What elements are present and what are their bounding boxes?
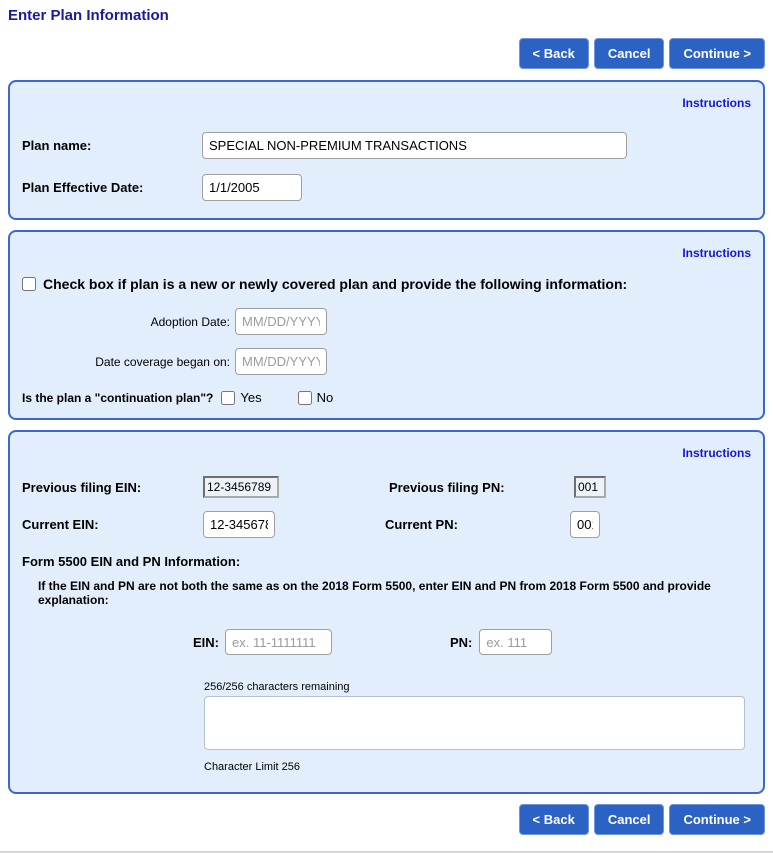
no-label: No — [316, 390, 334, 405]
back-button[interactable]: < Back — [519, 38, 589, 69]
plan-name-label: Plan name: — [22, 138, 92, 153]
ein-label: EIN: — [193, 634, 219, 650]
new-plan-checkbox-row — [22, 276, 751, 292]
previous-ein-input — [203, 476, 279, 498]
adoption-date-row — [22, 308, 751, 335]
coverage-date-row — [22, 348, 751, 375]
continuation-yes-checkbox[interactable] — [221, 391, 235, 405]
explanation-textarea[interactable] — [204, 696, 745, 750]
form5500-instruction: If the EIN and PN are not both the same as on the 2018 Form 5500, enter EIN and PN from 2018 Form 5500 and provide explanation: — [38, 579, 711, 607]
form5500-ein-pn-row — [22, 629, 751, 655]
plan-name-row — [22, 132, 751, 159]
adoption-date-label: Adoption Date: — [150, 314, 230, 329]
cancel-button[interactable]: Cancel — [594, 804, 665, 835]
continuation-plan-row — [22, 390, 751, 405]
continuation-no-checkbox[interactable] — [298, 391, 312, 405]
previous-ein-label: Previous filing EIN: — [22, 479, 142, 495]
ein-pn-panel — [8, 430, 765, 794]
current-pn-input[interactable] — [570, 511, 600, 538]
effective-date-input[interactable] — [202, 174, 302, 201]
current-ein-label: Current EIN: — [22, 517, 99, 532]
current-pn-label: Current PN: — [385, 517, 458, 532]
coverage-date-label: Date coverage began on: — [95, 354, 230, 369]
continuation-question-label: Is the plan a "continuation plan"? — [22, 390, 214, 405]
back-button[interactable]: < Back — [519, 804, 589, 835]
bottom-button-row — [8, 804, 765, 835]
new-plan-checkbox-label: Check box if plan is a new or newly covered plan and provide the following information: — [43, 276, 628, 292]
instructions-link[interactable]: Instructions — [682, 446, 751, 460]
form5500-heading: Form 5500 EIN and PN Information: — [22, 554, 241, 569]
new-plan-panel — [8, 230, 765, 420]
page-title: Enter Plan Information — [8, 7, 169, 24]
previous-pn-input — [574, 476, 606, 498]
current-filing-row — [22, 511, 751, 538]
previous-filing-row — [22, 476, 751, 498]
current-ein-input[interactable] — [203, 511, 275, 538]
continue-button[interactable]: Continue > — [669, 38, 765, 69]
characters-remaining-label: 256/256 characters remaining — [204, 681, 350, 693]
new-plan-checkbox[interactable] — [22, 277, 36, 291]
character-limit-label: Character Limit 256 — [204, 761, 300, 773]
form5500-pn-input[interactable] — [479, 629, 552, 655]
plan-name-input[interactable] — [202, 132, 627, 159]
instructions-link[interactable]: Instructions — [682, 246, 751, 260]
effective-date-label: Plan Effective Date: — [22, 180, 144, 195]
continue-button[interactable]: Continue > — [669, 804, 765, 835]
yes-label: Yes — [240, 390, 262, 405]
explanation-block — [204, 681, 751, 773]
plan-info-panel — [8, 80, 765, 220]
coverage-date-input[interactable] — [235, 348, 327, 375]
pn-label: PN: — [450, 634, 473, 650]
adoption-date-input[interactable] — [235, 308, 327, 335]
top-button-row — [8, 38, 765, 69]
effective-date-row — [22, 174, 751, 201]
instructions-link[interactable]: Instructions — [682, 96, 751, 110]
form5500-ein-input[interactable] — [225, 629, 332, 655]
cancel-button[interactable]: Cancel — [594, 38, 665, 69]
previous-pn-label: Previous filing PN: — [389, 479, 505, 495]
